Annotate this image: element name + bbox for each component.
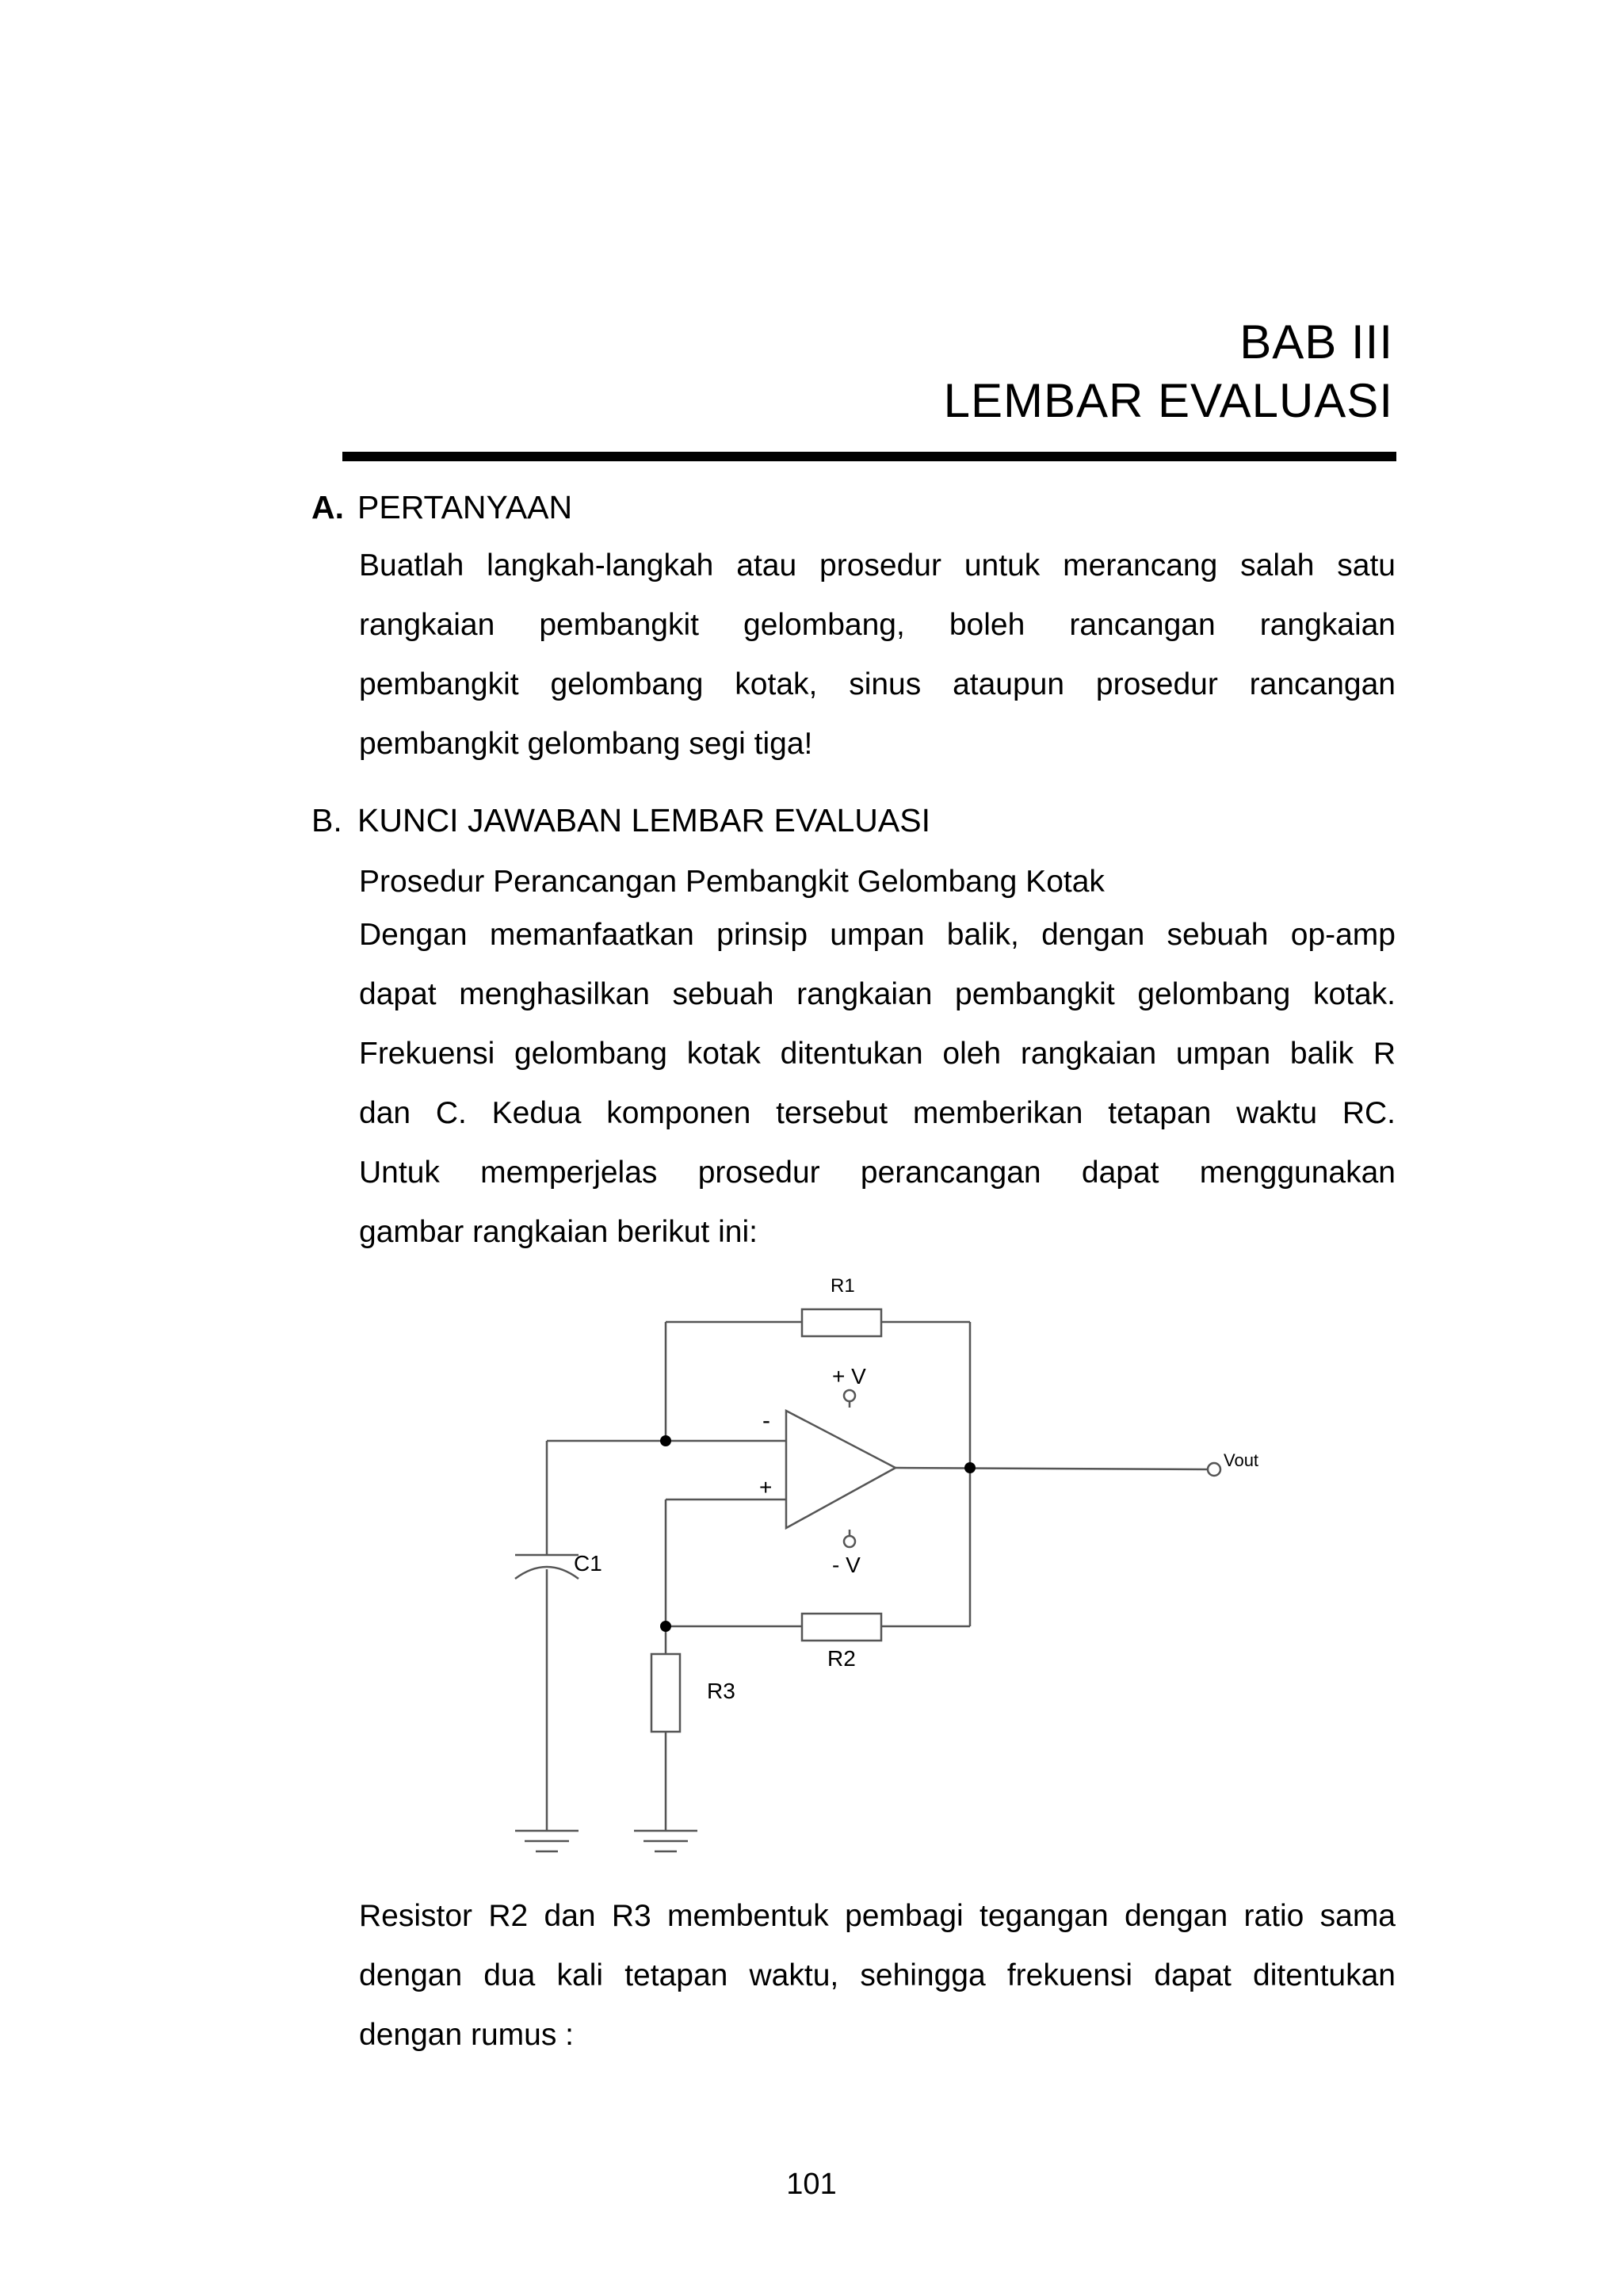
negative-supply-terminal	[844, 1536, 855, 1547]
vout-terminal	[1208, 1463, 1220, 1476]
section-a-title: PERTANYAAN	[357, 489, 573, 525]
section-a-heading	[311, 487, 572, 527]
chapter-title: LEMBAR EVALUASI	[943, 374, 1393, 427]
section-b-title: KUNCI JAWABAN LEMBAR EVALUASI	[357, 802, 930, 839]
negative-supply-label: - V	[832, 1553, 861, 1577]
paragraph-line: dapat menghasilkan sebuah rangkaian pembangkit gelombang kotak.	[359, 977, 1396, 1011]
section-b-paragraph	[359, 905, 1396, 1262]
paragraph-line: rangkaian pembangkit gelombang, boleh rancangan rangkaian	[359, 608, 1396, 642]
junction-dot	[660, 1435, 671, 1446]
r3-resistor	[651, 1654, 680, 1732]
vout-label: Vout	[1224, 1450, 1259, 1470]
junction-dot	[660, 1621, 671, 1632]
chapter-heading	[944, 313, 1393, 430]
r1-label: R1	[831, 1275, 855, 1297]
paragraph-line: gambar rangkaian berikut ini:	[359, 1215, 758, 1249]
r2-label: R2	[827, 1646, 856, 1671]
inverting-input-label: -	[762, 1408, 770, 1434]
section-a-letter: A.	[311, 489, 344, 525]
positive-supply-terminal	[844, 1390, 855, 1401]
section-b-heading	[311, 800, 930, 840]
paragraph-line: dan C. Kedua komponen tersebut memberikan tetapan waktu RC.	[359, 1096, 1396, 1130]
paragraph-line: Frekuensi gelombang kotak ditentukan oleh rangkaian umpan balik R	[359, 1037, 1396, 1071]
paragraph-line: dengan rumus :	[359, 2018, 575, 2052]
r2-resistor	[802, 1614, 881, 1641]
positive-supply-label: + V	[832, 1364, 866, 1389]
ground-symbol	[515, 1831, 579, 1851]
heading-divider	[342, 452, 1396, 461]
section-b-letter: B.	[311, 802, 342, 839]
r3-label: R3	[707, 1679, 735, 1703]
paragraph-line: dengan dua kali tetapan waktu, sehingga frekuensi dapat ditentukan	[359, 1958, 1396, 1992]
paragraph-line: Resistor R2 dan R3 membentuk pembagi tegangan dengan ratio sama	[359, 1899, 1396, 1933]
closing-paragraph	[359, 1886, 1396, 2065]
c1-label: C1	[574, 1551, 602, 1576]
section-b-subtitle: Prosedur Perancangan Pembangkit Gelombang Kotak	[359, 865, 1105, 899]
section-a-paragraph	[359, 536, 1396, 774]
square-wave-generator-circuit	[475, 1260, 1308, 1878]
noninverting-input-label: +	[759, 1475, 773, 1499]
paragraph-line: Untuk memperjelas prosedur perancangan dapat menggunakan	[359, 1156, 1396, 1190]
ground-symbol	[634, 1831, 697, 1851]
paragraph-line: pembangkit gelombang segi tiga!	[359, 727, 813, 761]
paragraph-line: pembangkit gelombang kotak, sinus ataupun prosedur rancangan	[359, 667, 1396, 701]
paragraph-line: Dengan memanfaatkan prinsip umpan balik, dengan sebuah op-amp	[359, 918, 1396, 952]
r1-resistor	[802, 1309, 881, 1336]
chapter-number: BAB III	[1239, 315, 1393, 369]
page-number: 101	[786, 2168, 837, 2201]
paragraph-line: Buatlah langkah-langkah atau prosedur untuk merancang salah satu	[359, 548, 1396, 583]
junction-dot	[964, 1462, 976, 1473]
